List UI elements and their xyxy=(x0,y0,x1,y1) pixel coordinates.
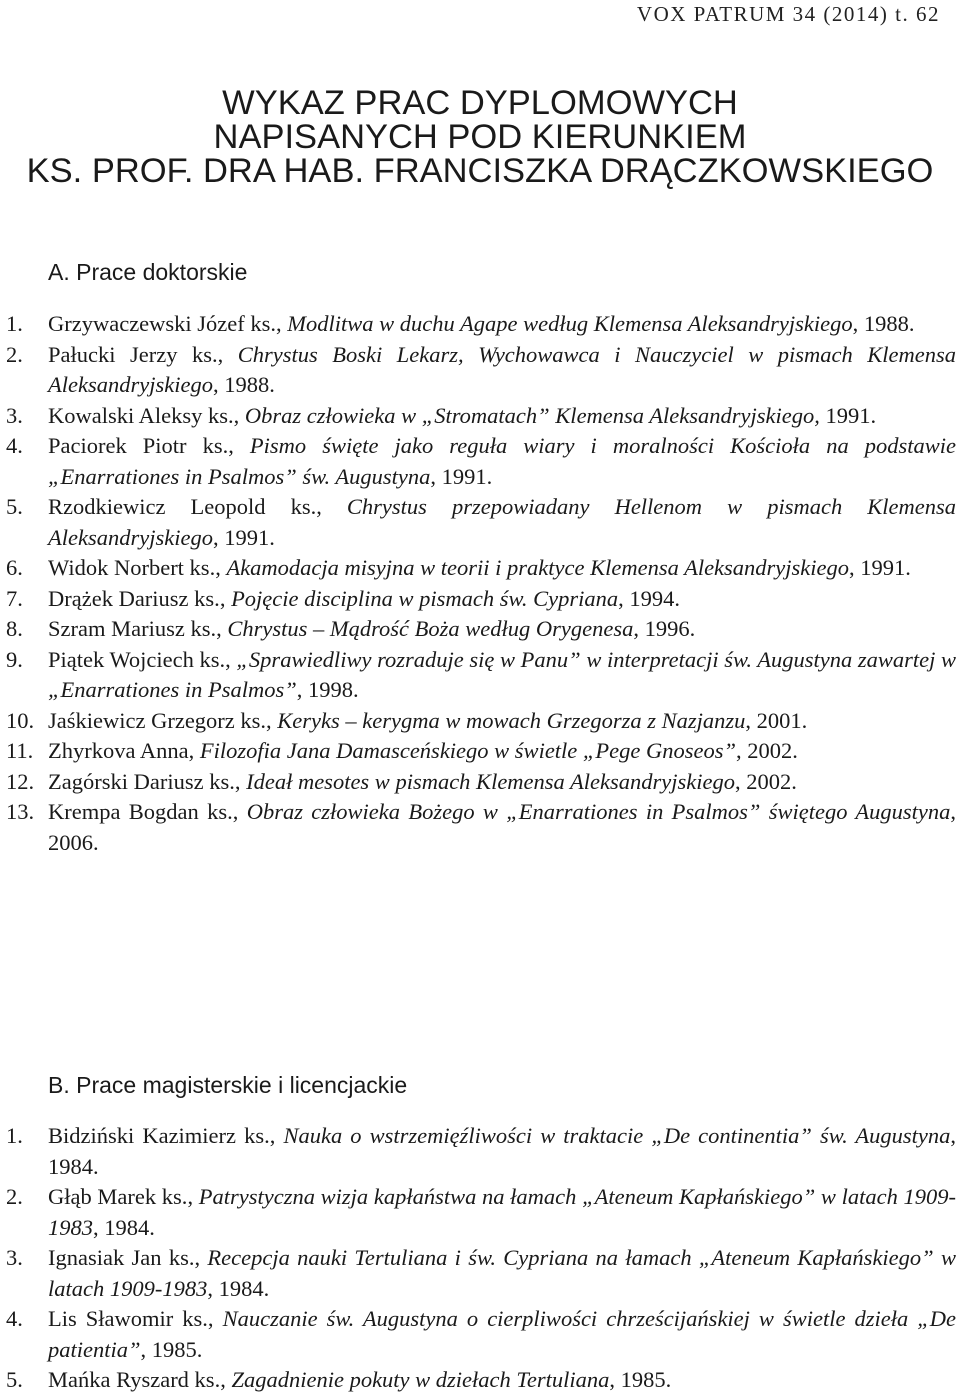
entry-body xyxy=(48,584,956,615)
entry-separator: , xyxy=(228,433,250,458)
entry-title: Recepcja nauki Tertuliana i św. Cypriana na łamach „Ateneum Kapłańskiego” w latach 1909-1983 xyxy=(48,1245,956,1301)
entry-year: , 1994. xyxy=(618,585,680,611)
entry-author: Pałucki Jerzy ks. xyxy=(48,341,218,367)
entry-separator: , xyxy=(266,707,278,733)
list-item xyxy=(6,401,956,432)
masters-theses-list xyxy=(6,1121,956,1396)
entry-author: Bidziński Kazimierz ks. xyxy=(48,1123,270,1148)
list-item xyxy=(6,614,956,645)
entry-author: Zhyrkova Anna xyxy=(48,738,189,763)
entry-year: , 1984. xyxy=(93,1214,155,1240)
list-item xyxy=(6,553,956,584)
entry-author: Szram Mariusz ks. xyxy=(48,616,217,641)
entry-year: , 1991. xyxy=(212,524,275,550)
entry-author: Krempa Bogdan ks. xyxy=(48,799,233,824)
entry-body xyxy=(48,401,956,432)
entry-body xyxy=(48,797,956,858)
entry-separator: , xyxy=(269,1123,284,1148)
entry-number: 9. xyxy=(6,646,23,672)
list-item xyxy=(6,431,956,492)
list-item xyxy=(6,1304,956,1365)
entry-author: Jaśkiewicz Grzegorz ks. xyxy=(48,707,267,733)
entry-body xyxy=(48,553,956,584)
title-line-1: WYKAZ PRAC DYPLOMOWYCH xyxy=(222,84,738,122)
list-item xyxy=(6,767,956,798)
entry-year: , 1991. xyxy=(849,555,911,580)
entry-author: Głąb Marek ks. xyxy=(48,1184,188,1209)
entry-number: 12. xyxy=(6,768,35,794)
entry-body xyxy=(48,614,956,645)
list-item xyxy=(6,797,956,858)
list-item xyxy=(6,1182,956,1243)
entry-title: Chrystus – Mądrość Boża według Orygenesa xyxy=(227,616,634,641)
entry-author: Zagórski Dariusz ks. xyxy=(48,768,235,794)
entry-body xyxy=(48,309,956,340)
entry-author: Rzodkiewicz Leopold ks. xyxy=(48,494,317,519)
entry-year: , 1984. xyxy=(48,1123,957,1179)
entry-year: , 1991. xyxy=(430,463,493,489)
entry-number: 8. xyxy=(6,616,23,641)
entry-number: 3. xyxy=(6,402,23,428)
entry-title: Keryks – kerygma w mowach Grzegorza z Nazjanzu xyxy=(277,707,746,733)
entry-separator: , xyxy=(219,585,232,611)
entry-author: Grzywaczewski Józef ks. xyxy=(48,311,277,336)
entry-author: Ignasiak Jan ks. xyxy=(48,1245,195,1270)
list-item xyxy=(6,1121,956,1182)
entry-title: Pojęcie disciplina w pismach św. Cypriana xyxy=(231,585,619,611)
entry-separator: , xyxy=(225,646,237,672)
section-heading-masters: B. Prace magisterskie i licencjackie xyxy=(48,1072,408,1098)
entry-number: 11. xyxy=(6,738,34,763)
entry-author: Kowalski Aleksy ks. xyxy=(48,402,234,428)
entry-year: , 1985. xyxy=(609,1367,672,1392)
doctoral-theses-list xyxy=(6,309,956,858)
entry-title: Ideał mesotes w pismach Klemensa Aleksandryjskiego xyxy=(246,768,735,794)
entry-separator: , xyxy=(194,1245,208,1270)
entry-year: , 2006. xyxy=(48,799,957,855)
section-heading-doctoral: A. Prace doktorskie xyxy=(48,259,248,285)
entry-number: 5. xyxy=(6,1367,23,1392)
entry-body xyxy=(48,1121,956,1182)
entry-title: Obraz człowieka w „Stromatach” Klemensa Aleksandryjskiego, xyxy=(244,402,820,428)
entry-body xyxy=(48,706,956,737)
list-item xyxy=(6,492,956,553)
entry-separator: , xyxy=(220,1367,232,1392)
entry-body xyxy=(48,767,956,798)
list-item xyxy=(6,1243,956,1304)
entry-body xyxy=(48,645,956,706)
entry-year: , 2002. xyxy=(734,768,797,794)
entry-number: 4. xyxy=(6,1306,23,1331)
entry-number: 2. xyxy=(6,1184,23,1209)
entry-separator: , xyxy=(316,494,347,519)
entry-year: , 1988. xyxy=(852,311,915,336)
entry-number: 7. xyxy=(6,585,23,611)
entry-body xyxy=(48,431,956,492)
entry-author: Lis Sławomir ks. xyxy=(48,1306,208,1331)
entry-separator: , xyxy=(276,311,288,336)
entry-title: Patrystyczna wizja kapłaństwa na łamach „Ateneum Kapłańskiego” w latach 1909-1983 xyxy=(48,1184,957,1240)
list-item xyxy=(6,736,956,767)
list-item xyxy=(6,1365,956,1396)
entry-body xyxy=(48,1243,956,1304)
entry-number: 5. xyxy=(6,494,23,519)
entry-number: 1. xyxy=(6,311,23,336)
entry-title: „Sprawiedliwy rozraduje się w Panu” w interpretacji św. Augustyna zawartej w „Enarrationes in Psalmos” xyxy=(48,646,956,702)
entry-number: 1. xyxy=(6,1123,23,1148)
entry-year: , 1996. xyxy=(633,616,696,641)
entry-separator: , xyxy=(233,402,245,428)
entry-title: Chrystus Boski Lekarz, Wychowawca i Nauczyciel w pismach Klemensa Aleksandryjskiego xyxy=(48,341,957,397)
entry-separator: , xyxy=(216,616,228,641)
entry-body xyxy=(48,340,956,401)
entry-number: 3. xyxy=(6,1245,23,1270)
entry-author: Widok Norbert ks. xyxy=(48,555,216,580)
entry-separator: , xyxy=(187,1184,199,1209)
entry-title: Akamodacja misyjna w teorii i praktyce Klemensa Aleksandryjskiego xyxy=(226,555,850,580)
entry-title: Zagadnienie pokuty w dziełach Tertuliana xyxy=(231,1367,610,1392)
entry-body xyxy=(48,492,956,553)
entry-number: 13. xyxy=(6,799,35,824)
entry-number: 4. xyxy=(6,433,23,458)
entry-title: Obraz człowieka Bożego w „Enarrationes in Psalmos” świętego Augustyna xyxy=(246,799,951,824)
entry-author: Mańka Ryszard ks. xyxy=(48,1367,221,1392)
entry-number: 2. xyxy=(6,341,23,367)
entry-separator: , xyxy=(188,738,200,763)
entry-year: , 1988. xyxy=(212,372,275,397)
entry-body xyxy=(48,736,956,767)
list-item xyxy=(6,309,956,340)
entry-author: Paciorek Piotr ks. xyxy=(48,433,229,458)
entry-year: , 1998. xyxy=(296,677,359,702)
running-head: VOX PATRUM 34 (2014) t. 62 xyxy=(636,2,940,26)
title-line-2: NAPISANYCH POD KIERUNKIEM xyxy=(213,118,747,156)
entry-body xyxy=(48,1304,956,1365)
entry-title: Modlitwa w duchu Agape według Klemensa Aleksandryjskiego xyxy=(287,311,853,336)
entry-number: 10. xyxy=(6,707,35,733)
entry-year: , 1984. xyxy=(207,1275,270,1301)
entry-body xyxy=(48,1365,956,1396)
entry-body xyxy=(48,1182,956,1243)
list-item xyxy=(6,340,956,401)
list-item xyxy=(6,584,956,615)
document-title xyxy=(0,86,960,188)
entry-separator: , xyxy=(232,799,247,824)
entry-title: Filozofia Jana Damasceńskiego w świetle „Pege Gnoseos” xyxy=(199,738,737,763)
title-line-3: KS. PROF. DRA HAB. FRANCISZKA DRĄCZKOWSKIEGO xyxy=(26,152,934,190)
entry-title: Nauka o wstrzemięźliwości w traktacie „De continentia” św. Augustyna xyxy=(283,1123,951,1148)
entry-separator: , xyxy=(207,1306,223,1331)
entry-separator: , xyxy=(217,341,238,367)
entry-year: , 2001. xyxy=(745,707,808,733)
entry-author: Drążek Dariusz ks. xyxy=(48,585,220,611)
entry-number: 6. xyxy=(6,555,23,580)
entry-title: Pismo święte jako reguła wiary i moralności Kościoła na podstawie „Enarrationes in Psalmos” św. Augustyna xyxy=(48,433,957,489)
list-item xyxy=(6,645,956,706)
entry-year: , 2002. xyxy=(736,738,798,763)
entry-year: 1991. xyxy=(819,402,877,428)
entry-author: Piątek Wojciech ks. xyxy=(48,646,226,672)
entry-separator: , xyxy=(215,555,227,580)
entry-title: Chrystus przepowiadany Hellenom w pismach Klemensa Aleksandryjskiego xyxy=(48,494,957,550)
entry-year: , 1985. xyxy=(140,1336,203,1362)
entry-separator: , xyxy=(234,768,247,794)
list-item xyxy=(6,706,956,737)
entry-title: Nauczanie św. Augustyna o cierpliwości chrześcijańskiej w świetle dzieła „De patientia” xyxy=(48,1306,956,1362)
